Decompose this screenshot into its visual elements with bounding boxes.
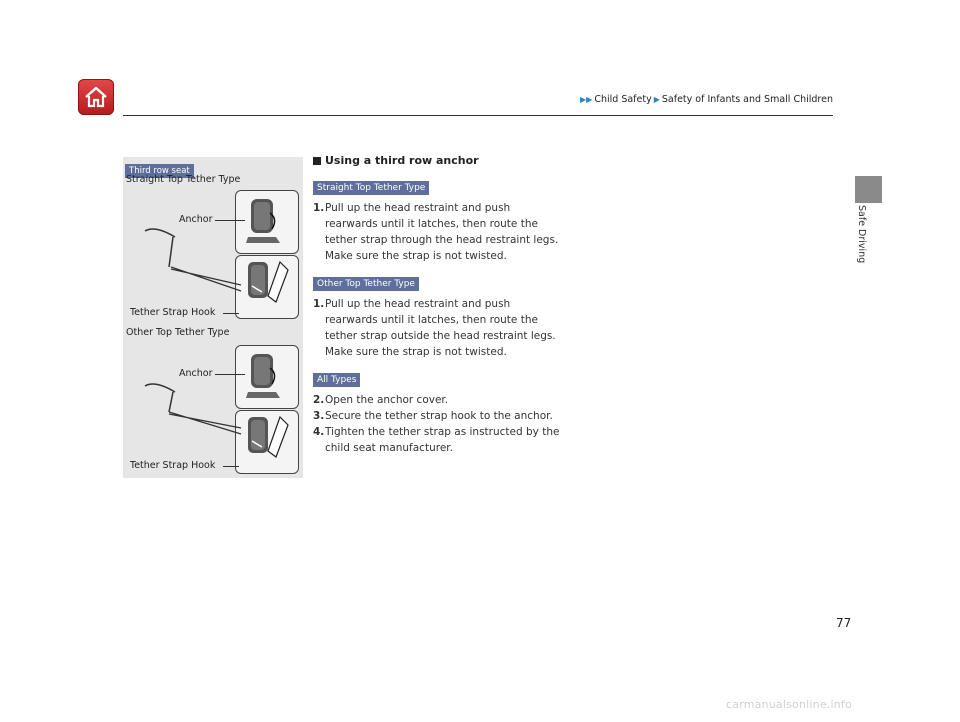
group-tag: Other Top Tether Type bbox=[313, 277, 419, 291]
step-item bbox=[313, 296, 563, 360]
figure-tag: Third row seat bbox=[125, 164, 194, 178]
group-tag: Straight Top Tether Type bbox=[313, 181, 429, 195]
home-icon bbox=[83, 85, 109, 109]
breadcrumb-arrow-icon: ▶▶ bbox=[580, 95, 593, 104]
illustration-panel bbox=[123, 157, 303, 478]
seat-headrest-icon bbox=[236, 346, 298, 408]
figure-title-other: Other Top Tether Type bbox=[126, 327, 230, 338]
breadcrumb-item-infant-safety[interactable]: Safety of Infants and Small Children bbox=[661, 94, 833, 105]
figure-title-straight: Straight Top Tether Type bbox=[126, 174, 241, 185]
step-number: 1. bbox=[313, 298, 325, 310]
step-group-straight bbox=[313, 175, 563, 264]
step-group-other bbox=[313, 271, 563, 360]
home-button[interactable] bbox=[78, 79, 114, 115]
anchor-label-lower: Anchor bbox=[179, 368, 213, 379]
seat-detail-other-upper bbox=[235, 345, 299, 409]
step-item bbox=[313, 392, 563, 408]
breadcrumb bbox=[580, 94, 833, 105]
step-text: Pull up the head restraint and push rearwards until it latches, then route the tether strap outside the head restraint legs. Make sure the strap is not twisted. bbox=[325, 298, 556, 358]
hook-leader-line bbox=[223, 466, 239, 467]
group-tag: All Types bbox=[313, 373, 360, 387]
seat-headrest-icon bbox=[236, 191, 298, 253]
tether-strap-line bbox=[123, 372, 243, 462]
chapter-tab-marker[interactable] bbox=[855, 176, 882, 203]
breadcrumb-item-child-safety[interactable]: Child Safety bbox=[594, 94, 652, 105]
step-number: 3. bbox=[313, 410, 325, 422]
seat-detail-straight-upper bbox=[235, 190, 299, 254]
hook-label-lower: Tether Strap Hook bbox=[130, 460, 216, 471]
step-item bbox=[313, 408, 563, 424]
tether-strap-line bbox=[123, 217, 243, 307]
header-divider bbox=[123, 115, 833, 116]
step-number: 2. bbox=[313, 394, 325, 406]
anchor-leader-line bbox=[215, 374, 245, 375]
instructions-column bbox=[313, 154, 563, 456]
step-item bbox=[313, 200, 563, 264]
step-number: 4. bbox=[313, 426, 325, 438]
seat-detail-straight-lower bbox=[235, 255, 299, 319]
step-text: Secure the tether strap hook to the anchor. bbox=[325, 410, 553, 422]
breadcrumb-arrow-icon: ▶ bbox=[653, 95, 660, 104]
step-item bbox=[313, 424, 563, 456]
tether-hook-icon bbox=[236, 256, 298, 318]
seat-detail-other-lower bbox=[235, 410, 299, 474]
step-text: Tighten the tether strap as instructed by the child seat manufacturer. bbox=[325, 426, 560, 454]
tether-hook-icon bbox=[236, 411, 298, 473]
step-number: 1. bbox=[313, 202, 325, 214]
section-heading-text: Using a third row anchor bbox=[325, 154, 479, 167]
heading-square-icon bbox=[313, 157, 321, 165]
anchor-leader-line bbox=[215, 220, 245, 221]
step-text: Open the anchor cover. bbox=[325, 394, 449, 406]
step-group-all bbox=[313, 367, 563, 456]
chapter-tab-label: Safe Driving bbox=[856, 205, 867, 264]
section-heading bbox=[313, 154, 563, 167]
hook-leader-line bbox=[223, 313, 239, 314]
hook-label-upper: Tether Strap Hook bbox=[130, 307, 216, 318]
step-text: Pull up the head restraint and push rearwards until it latches, then route the tether strap through the head restraint legs. Make sure the strap is not twisted. bbox=[325, 202, 559, 262]
page-number: 77 bbox=[836, 616, 852, 630]
anchor-label-upper: Anchor bbox=[179, 214, 213, 225]
watermark-text: carmanualsonline.info bbox=[726, 698, 852, 711]
